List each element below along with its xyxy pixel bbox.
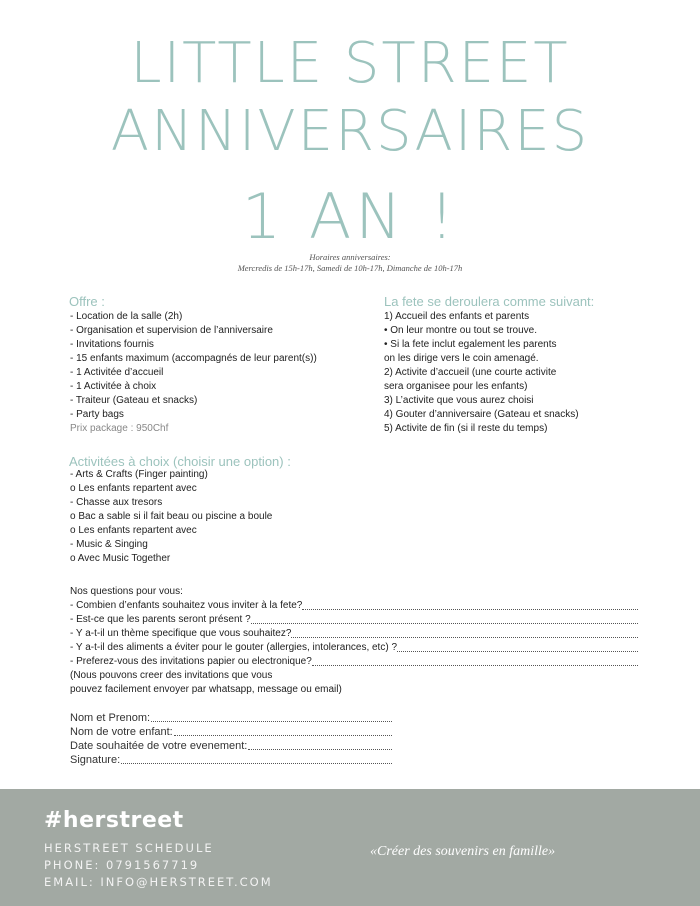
list-item: 1) Accueil des enfants et parents (384, 311, 530, 322)
title-line-2: ANNIVERSAIRES (110, 99, 590, 164)
child-field[interactable] (174, 735, 392, 736)
offre-heading: Offre : (69, 294, 105, 309)
footer-email[interactable]: EMAIL: INFO@HERSTREET.COM (44, 875, 273, 889)
child-label: Nom de votre enfant: (70, 726, 173, 738)
list-item: - 1 Activitée à choix (70, 381, 157, 392)
list-item: o Les enfants repartent avec (70, 483, 197, 494)
signature-label: Signature: (70, 754, 121, 766)
list-item: 3) L’activite que vous aurez choisi (384, 395, 534, 406)
list-item: - 1 Activitée d’accueil (70, 367, 164, 378)
list-item: sera organisee pour les enfants) (384, 381, 528, 392)
question-row (70, 613, 638, 627)
list-item: - 15 enfants maximum (accompagnés de leur parent(s)) (70, 353, 317, 364)
list-item: o Les enfants repartent avec (70, 525, 197, 536)
price-text: Prix package : 950Chf (70, 423, 169, 434)
dotted-line (251, 623, 638, 624)
form-row-name[interactable] (70, 711, 392, 725)
list-item: 5) Activite de fin (si il reste du temps) (384, 423, 548, 434)
name-field[interactable] (151, 721, 392, 722)
list-item: • Si la fete inclut egalement les parents (384, 339, 557, 350)
list-item: - Traiteur (Gateau et snacks) (70, 395, 198, 406)
contact-form (70, 711, 392, 767)
question-text: - Y a-t-il des aliments a éviter pour le gouter (allergies, intolerances, etc) ? (70, 642, 398, 653)
form-row-date[interactable] (70, 739, 392, 753)
list-item: - Chasse aux tresors (70, 497, 163, 508)
list-item: 2) Activite d’accueil (une courte activite (384, 367, 557, 378)
dotted-line (312, 665, 638, 666)
question-row (70, 599, 638, 613)
list-item: - Party bags (70, 409, 124, 420)
questions-note-1: (Nous pouvons creer des invitations que vous (70, 670, 273, 681)
list-item: o Bac a sable si il fait beau ou piscine a boule (70, 511, 273, 522)
hours-label: Horaires anniversaires: (309, 252, 391, 262)
questions-note-2: pouvez facilement envoyer par whatsapp, message ou email) (70, 684, 342, 695)
question-text: - Y a-t-il un thème specifique que vous souhaitez? (70, 628, 292, 639)
list-item: - Arts & Crafts (Finger painting) (70, 469, 208, 480)
list-item: - Organisation et supervision de l’anniversaire (70, 325, 273, 336)
question-text: - Combien d’enfants souhaitez vous inviter à la fete? (70, 600, 303, 611)
footer-phone[interactable]: PHONE: 0791567719 (44, 858, 200, 872)
footer-motto: «Créer des souvenirs en famille» (370, 844, 556, 859)
questions-heading: Nos questions pour vous: (70, 586, 183, 597)
name-label: Nom et Prenom: (70, 712, 151, 724)
list-item: - Invitations fournis (70, 339, 154, 350)
list-item: • On leur montre ou tout se trouve. (384, 325, 538, 336)
signature-field[interactable] (121, 763, 392, 764)
footer-contact (44, 840, 273, 891)
title-line-3: 1 AN ! (241, 180, 459, 253)
date-label: Date souhaitée de votre evenement: (70, 740, 248, 752)
question-row (70, 627, 638, 641)
question-text: - Preferez-vous des invitations papier ou electronique? (70, 656, 312, 667)
footer-schedule: HERSTREET SCHEDULE (44, 841, 214, 855)
form-row-child[interactable] (70, 725, 392, 739)
list-item: - Music & Singing (70, 539, 148, 550)
deroulement-list (384, 310, 579, 436)
list-item: on les dirige vers le coin amenagé. (384, 353, 539, 364)
deroulement-heading: La fete se deroulera comme suivant: (384, 294, 595, 309)
dotted-line (397, 651, 638, 652)
list-item: 4) Gouter d’anniversaire (Gateau et snacks) (384, 409, 579, 420)
question-text: - Est-ce que les parents seront présent ? (70, 614, 251, 625)
activites-heading: Activitées à choix (choisir une option) : (69, 454, 291, 469)
hours-schedule: Mercredis de 15h-17h, Samedi de 10h-17h, Dimanche de 10h-17h (237, 263, 463, 273)
dotted-line (291, 637, 638, 638)
question-row (70, 655, 638, 669)
question-row (70, 641, 638, 655)
list-item: - Location de la salle (2h) (70, 311, 183, 322)
brand-logo: #herstreet (44, 808, 184, 833)
date-field[interactable] (248, 749, 392, 750)
activites-list (70, 468, 272, 566)
offre-list (70, 310, 317, 436)
title-line-1: LITTLE STREET (130, 31, 570, 96)
dotted-line (302, 609, 638, 610)
list-item: o Avec Music Together (70, 553, 171, 564)
hours-block (0, 252, 700, 274)
questions-block (70, 585, 638, 697)
form-row-signature[interactable] (70, 753, 392, 767)
